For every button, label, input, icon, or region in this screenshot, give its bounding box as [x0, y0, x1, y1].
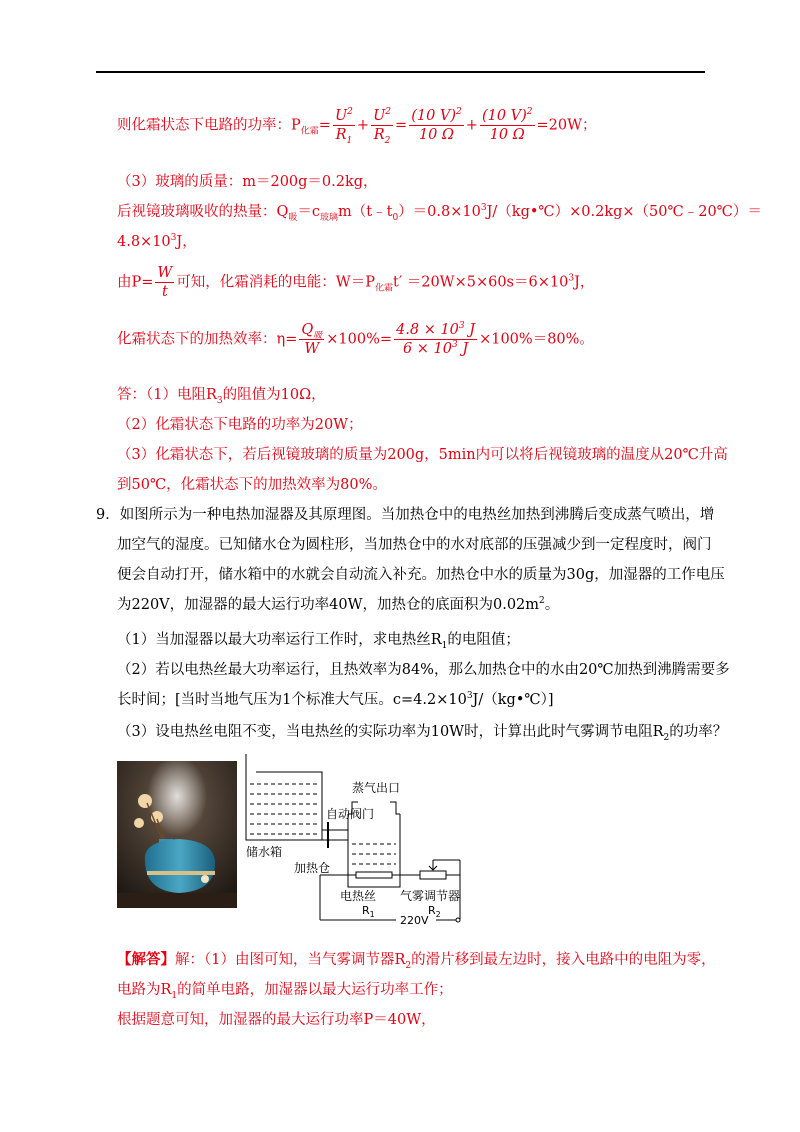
q9-sub2-line2: 长时间；[当时当地气压为1个标准大气压。$c=4.2\times 10^3J/(kg•℃)$] — [117, 691, 554, 708]
q9-sub1: （1）当加湿器以最大功率运行工作时，求电热丝$R_1$的电阻值； — [117, 632, 520, 651]
q9-line3: 便会自动打开，储水箱中的水就会自动流入补充。加热仓中水的质量为30g，加湿器的工作电压 — [117, 567, 725, 583]
answer-2: （2）化霜状态下电路的功率为20W； — [117, 417, 363, 433]
q9-line4: 为220V，加湿器的最大运行功率40W，加热仓的底面积为$0.02m^2$。 — [117, 596, 560, 613]
label-fog-regulator: 气雾调节器 — [400, 889, 461, 903]
glass-mass: （3）玻璃的质量：m＝200g＝0.2kg， — [117, 174, 378, 190]
efficiency-formula: 化霜状态下的加热效率：η= $\frac{Q_吸}{W}$ ×100%= $\frac{4.8 \times 10^3 J}{6 \times 10^3 J}$ ×100%＝80%。 — [117, 321, 594, 357]
q9-sub2-line1: （2）若以电热丝最大功率运行，且热效率为84%，那么加热仓中的水由20℃加热到沸腾需要多 — [117, 662, 730, 678]
humidifier-diagram — [240, 752, 480, 928]
q9-sub3: （3）设电热丝电阻不变，当电热丝的实际功率为10W时，计算出此时气雾调节电阻$R_2$的功率？ — [117, 724, 728, 743]
heat-absorbed: 后视镜玻璃吸收的热量：$Q_吸=c_{玻璃}m(t﹣t_0)=0.8\times 10^3J/(kg•℃)\times 0.2kg\times(50℃﹣20℃)=$ — [117, 203, 762, 223]
answer-3-line2: 到50℃，化霜状态下的加热效率为80%。 — [117, 477, 387, 493]
power-formula: 则化霜状态下电路的功率：$P_{化霜}=$ $\frac{U^2}{R_1}$ + $\frac{U^2}{R_2}$ = $\frac{(10 V)^2}{10 \Omega}$ + $\frac{(10 V)^2}{10 \Omega}$ =20W； — [117, 107, 597, 146]
humidifier-photo — [117, 761, 237, 908]
label-steam-outlet: 蒸气出口 — [352, 781, 401, 795]
label-heating-chamber: 加热仓 — [294, 861, 331, 875]
label-r2: $R_2$ — [428, 904, 441, 919]
q9-line2: 加空气的湿度。已知储水仓为圆柱形，当加热仓中的水对底部的压强减少到一定程度时，阀门 — [117, 537, 712, 553]
answer-3-line1: （3）化霜状态下，若后视镜玻璃的质量为200g，5min内可以将后视镜玻璃的温度从20℃升高 — [117, 447, 728, 463]
label-voltage: 220V — [400, 914, 429, 927]
answer-line1: 【解答】解：（1）由图可知，当气雾调节器$R_2$的滑片移到最左边时，接入电路中的电阻为零， — [117, 951, 716, 971]
answer-1: 答：（1）电阻$R_3$的阻值为10Ω， — [117, 387, 326, 406]
energy-formula: 由P= $\frac{W}{t}$ 可知，化霜消耗的电能：$W=P_{化霜}t' =20W\times 5\times 60s=6\times 10^3J$， — [117, 265, 595, 300]
answer-line2: 电路为$R_1$的简单电路，加湿器以最大运行功率工作； — [117, 982, 453, 1001]
heat-result: $4.8\times 10^3J$， — [117, 233, 197, 250]
q9-line1: 9．如图所示为一种电热加湿器及其原理图。当加热仓中的电热丝加热到沸腾后变成蒸气喷出，增 — [96, 507, 715, 523]
header-rule — [96, 71, 705, 73]
label-r1: $R_1$ — [362, 904, 375, 919]
label-heating-wire: 电热丝 — [340, 889, 377, 903]
answer-line3: 根据题意可知，加湿器的最大运行功率P＝40W， — [117, 1012, 436, 1028]
label-water-tank: 储水箱 — [246, 845, 283, 859]
label-auto-valve: 自动阀门 — [326, 807, 375, 821]
